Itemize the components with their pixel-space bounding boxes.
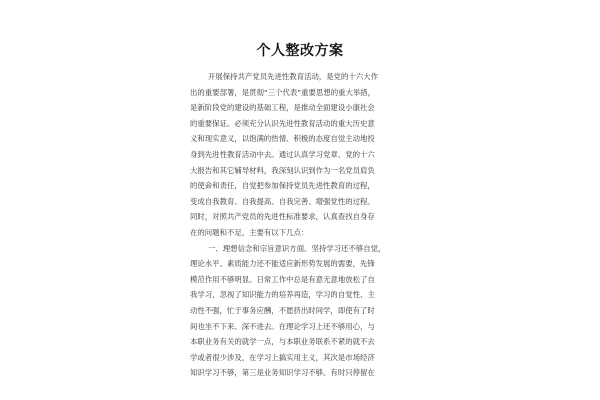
paragraph-line: 是新阶段党的建设的基础工程，是推动全面建设小康社会 bbox=[190, 103, 375, 113]
paragraph-line: 身到先进性教育活动中去。通过认真学习党章、党的十六 bbox=[190, 149, 375, 159]
paragraph-line: 动性不强，忙于事务应酬，不愿挤出时间学，即使有了时 bbox=[190, 305, 375, 315]
paragraph-line: 义和现实意义，以饱满的热情、积极的态度自觉主动地投 bbox=[190, 134, 375, 144]
paragraph-line: 知识学习不够，第三是业务知识学习不够。有时只停留在 bbox=[190, 368, 375, 378]
paragraph-line: 在的问题和不足，主要有以下几点： bbox=[190, 227, 309, 237]
paragraph-line: 的重要保证。必须充分认识先进性教育活动的重大历史意 bbox=[190, 118, 375, 128]
paragraph-line: 理论水平、素质能力还不能适应新形势发展的需要，先锋 bbox=[190, 259, 375, 269]
paragraph-line: 的使命和责任，自觉把参加保持党员先进性教育的过程， bbox=[190, 181, 375, 191]
paragraph-line: 出的重要部署，是贯彻“三个代表”重要思想的重大举措， bbox=[190, 87, 376, 97]
paragraph-line: 一、理想信念和宗旨意识方面。坚持学习还不够自觉， bbox=[208, 243, 386, 253]
paragraph-line: 变成自我教育、自我提高、自我完善、增强党性的过程。 bbox=[190, 196, 375, 206]
paragraph-line: 我学习，忽视了知识能力的培养再造，学习的自觉性、主 bbox=[190, 290, 375, 300]
paragraph-line: 大报告和其它辅导材料，我深刻认识到作为一名党员肩负 bbox=[190, 165, 375, 175]
paragraph-line: 开展保持共产党员先进性教育活动，是党的十六大作 bbox=[208, 72, 378, 81]
document-body bbox=[190, 69, 395, 381]
paragraph-line: 间也坐不下来、深不进去。在理论学习上还不够用心，与 bbox=[190, 321, 375, 331]
paragraph-line: 同时，对照共产党员的先进性标准要求，认真查找自身存 bbox=[190, 212, 375, 222]
document-title: 个人整改方案 bbox=[256, 43, 344, 59]
paragraph-line: 本职业务有关的就学一点，与本职业务联系不紧的就不去 bbox=[190, 337, 375, 347]
paragraph-line: 学或者很少涉及，在学习上搞实用主义，其次是市场经济 bbox=[190, 352, 375, 362]
paragraph-line: 模范作用不够明显。日常工作中总是有意无意地放松了自 bbox=[190, 274, 375, 284]
